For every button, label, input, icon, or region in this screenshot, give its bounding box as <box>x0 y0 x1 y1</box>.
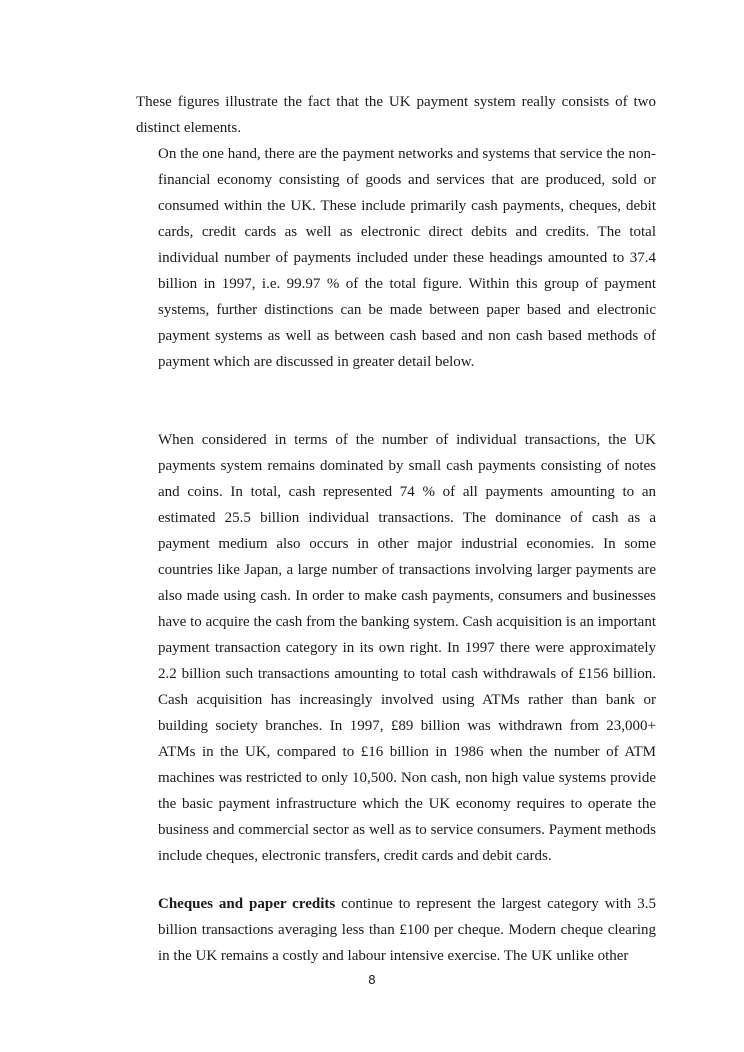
cheques-paragraph <box>158 891 656 969</box>
cheques-heading: Cheques and paper credits <box>158 896 336 912</box>
cheques-body: continue to represent the largest category with 3.5 billion transactions averaging less than £100 per cheque. Modern cheque clearing in the UK remains a costly and labour intensive exercise. The UK unlike other <box>158 896 656 964</box>
page-number: 8 <box>368 973 376 987</box>
intro-paragraph: These figures illustrate the fact that the UK payment system really consists of two distinct elements. <box>136 94 656 136</box>
transactions-paragraph: When considered in terms of the number of individual transactions, the UK payments system remains dominated by small cash payments consisting of notes and coins. In total, cash represented 74 % of all payments amounting to an estimated 25.5 billion individual transactions. The dominance of cash as a payment medium also occurs in other major industrial economies. In some countries like Japan, a large number of transactions involving larger payments are also made using cash. In order to make cash payments, consumers and businesses have to acquire the cash from the banking system. Cash acquisition is an important payment transaction category in its own right. In 1997 there were approximately 2.2 billion such transactions amounting to total cash withdrawals of £156 billion. Cash acquisition has increasingly involved using ATMs rather than bank or building society branches. In 1997, £89 billion was withdrawn from 23,000+ ATMs in the UK, compared to £16 billion in 1986 when the number of ATM machines was restricted to only 10,500. Non cash, non high value systems provide the basic payment infrastructure which the UK economy requires to operate the business and commercial sector as well as to service consumers. Payment methods include cheques, electronic transfers, credit cards and debit cards. <box>158 432 656 864</box>
non-financial-paragraph: On the one hand, there are the payment networks and systems that service the non-financial economy consisting of goods and services that are produced, sold or consumed within the UK. These include primarily cash payments, cheques, debit cards, credit cards as well as electronic direct debits and credits. The total individual number of payments included under these headings amounted to 37.4 billion in 1997, i.e. 99.97 % of the total figure. Within this group of payment systems, further distinctions can be made between paper based and electronic payment systems as well as between cash based and non cash based methods of payment which are discussed in greater detail below. <box>158 146 656 370</box>
